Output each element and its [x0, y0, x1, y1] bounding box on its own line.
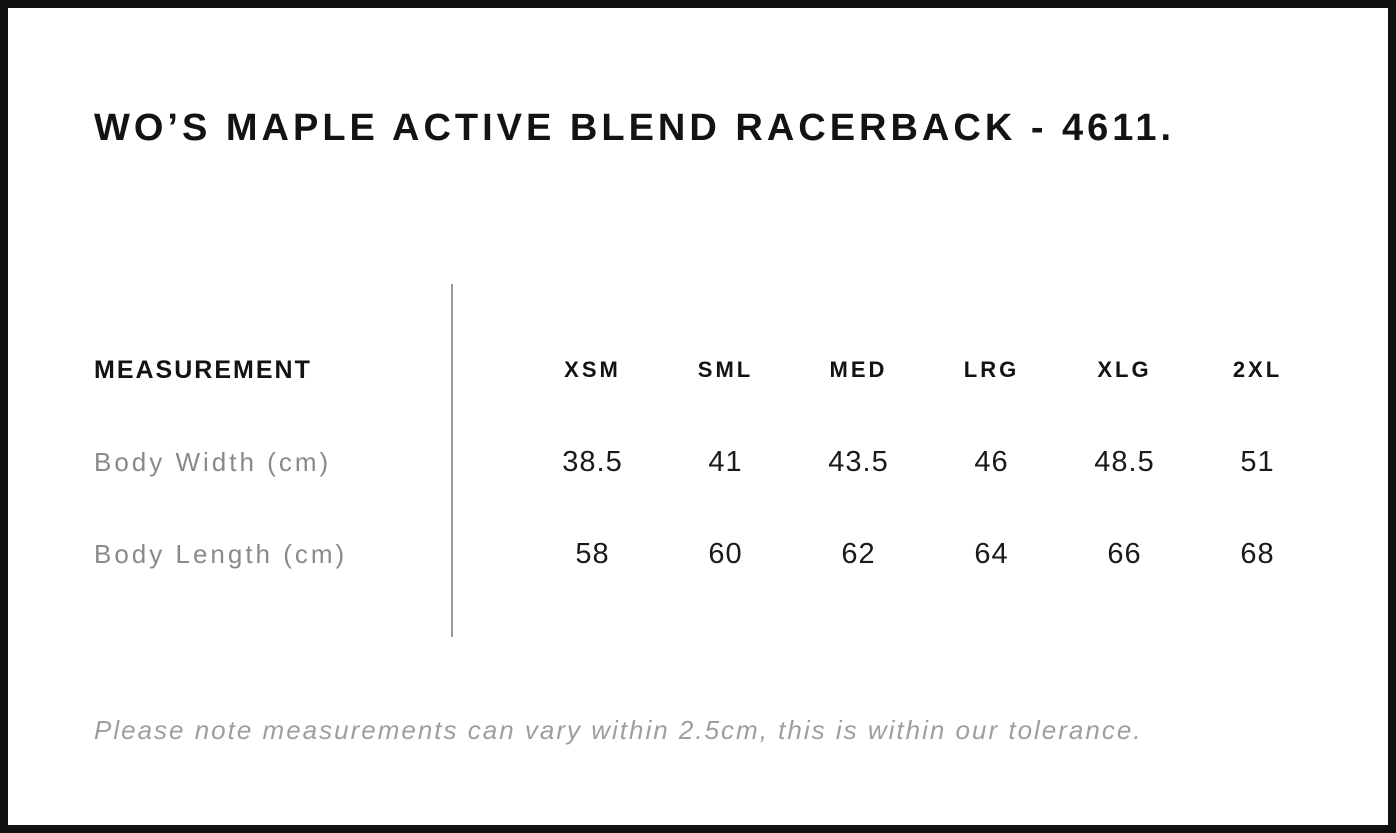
size-header-sml: SML [697, 357, 754, 382]
measurement-column-header: MEASUREMENT [94, 355, 312, 384]
size-header-med: MED [829, 357, 888, 382]
table-cell: 51 [1240, 445, 1275, 478]
table-cell: 48.5 [1094, 445, 1155, 478]
table-cell: 66 [1107, 537, 1142, 570]
table-cell: 41 [708, 445, 743, 478]
tolerance-footnote: Please note measurements can vary within 2.5cm, this is within our tolerance. [94, 715, 1143, 745]
size-header-xlg: XLG [1097, 357, 1152, 382]
table-cell: 46 [974, 445, 1009, 478]
table-cell: 62 [841, 537, 876, 570]
table-cell: 38.5 [562, 445, 623, 478]
table-cell: 43.5 [828, 445, 889, 478]
size-header-lrg: LRG [963, 357, 1020, 382]
size-header-2xl: 2XL [1232, 357, 1283, 382]
table-cell: 60 [708, 537, 743, 570]
row-label-body-width: Body Width (cm) [94, 446, 332, 477]
table-cell: 68 [1240, 537, 1275, 570]
size-chart-table [94, 350, 1324, 574]
table-cell: 64 [974, 537, 1009, 570]
table-cell: 58 [575, 537, 610, 570]
size-header-xsm: XSM [564, 357, 621, 382]
row-label-body-length: Body Length (cm) [94, 538, 348, 569]
page-title: WO’S MAPLE ACTIVE BLEND RACERBACK - 4611. [94, 107, 1176, 149]
